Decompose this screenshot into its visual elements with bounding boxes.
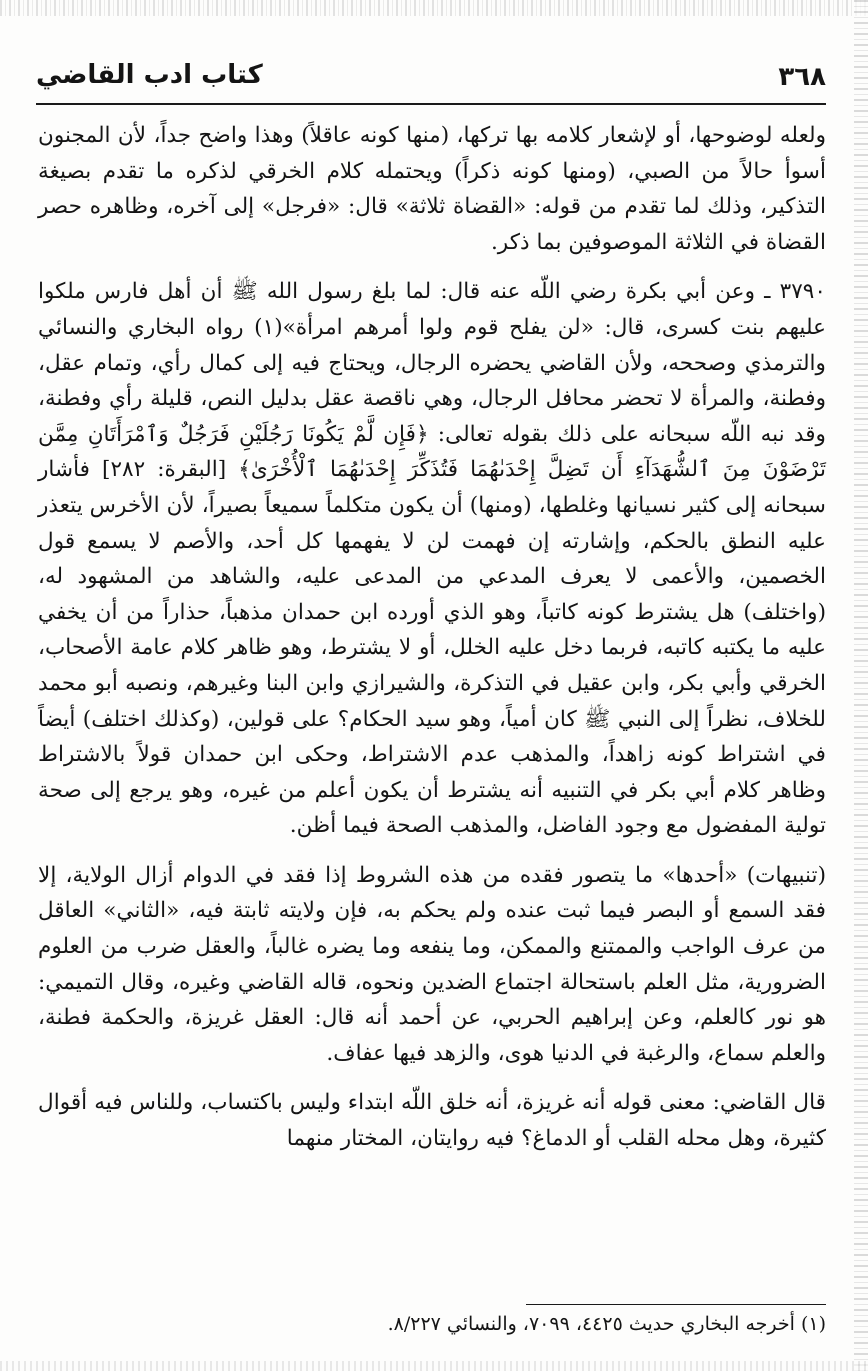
main-text <box>38 118 826 1188</box>
paragraph-1: ولعله لوضوحها، أو لإشعار كلامه بها تركها، (منها كونه عاقلاً) وهذا واضح جداً، لأن المجنون أسوأ حالاً من الصبي، (ومنها كونه ذكراً) ويحتمله كلام الخرقي لذكره ما تقدم بصيغة التذكير، وذلك لما تقدم من قوله: «القضاة ثلاثة» قال: «فرجل» إلى آخره، وظاهره حصر القضاة في الثلاثة الموصوفين بما ذكر. <box>38 123 826 255</box>
paragraph-4: قال القاضي: معنى قوله أنه غريزة، أنه خلق اللّه ابتداء وليس باكتساب، وللناس فيه أقوال كثيرة، وهل محله القلب أو الدماغ؟ فيه روايتان، المختار منهما <box>38 1090 826 1152</box>
book-title: كتاب ادب القاضي <box>36 60 263 90</box>
paragraph-3: (تنبيهات) «أحدها» ما يتصور فقده من هذه الشروط إذا فقد في الدوام أزال الولاية، إلا فقد السمع أو البصر فيما ثبت عنده ولم يحكم به، فإن ولايته ثابتة فيه، «الثاني» العاقل من عرف الواجب والممتنع والممكن، وما ينفعه وما يضره غالباً، والعقل ضرب من العلوم الضرورية، مثل العلم باستحالة اجتماع الضدين ونحوه، قاله القاضي وغيره، وقال التميمي: هو نور كالعلم، وعن إبراهيم الحربي، عن أحمد أنه قال: العقل غريزة، والحكمة فطنة، والعلم سماع، والرغبة في الدنيا هوى، والزهد فيها عفاف. <box>38 862 826 1066</box>
page-header <box>36 58 826 98</box>
paragraph-2: ٣٧٩٠ ـ وعن أبي بكرة رضي اللّه عنه قال: لما بلغ رسول الله ﷺ أن أهل فارس ملكوا عليهم بنت كسرى، قال: «لن يفلح قوم ولوا أمرهم امرأة»(١) رواه البخاري والنسائي والترمذي وصححه، ولأن القاضي يحضره الرجال، ويحتاج فيه إلى كمال رأي، وتمام عقل، وفطنة، والمرأة لا تحضر محافل الرجال، وهي ناقصة عقل بدليل النص، قليلة رأي وفطنة، وقد نبه اللّه سبحانه على ذلك بقوله تعالى: ﴿فَإِن لَّمْ يَكُونَا رَجُلَيْنِ فَرَجُلٌ وَٱمْرَأَتَانِ مِمَّن تَرْضَوْنَ مِنَ ٱلشُّهَدَآءِ أَن تَضِلَّ إِحْدَىٰهُمَا فَتُذَكِّرَ إِحْدَىٰهُمَا ٱلْأُخْرَىٰ﴾ [البقرة: ٢٨٢] فأشار سبحانه إلى كثير نسيانها وغلطها، (ومنها) أن يكون متكلماً سميعاً بصيراً، لأن الأخرس يتعذر عليه النطق بالحكم، وإشارته إن فهمت لن لا يفهمها كل أحد، والأصم لا يسمع قول الخصمين، والأعمى لا يعرف المدعي من المدعى عليه، والشاهد من المشهود له، (واختلف) هل يشترط كونه كاتباً، وهو الذي أورده ابن حمدان مذهباً، حذاراً من أن يخفي عليه ما يكتبه كاتبه، فربما دخل عليه الخلل، أو لا يشترط، وهو ظاهر كلام عامة الأصحاب، الخرقي وأبي بكر، وابن عقيل في التذكرة، والشيرازي وابن البنا وغيرهم، ونصبه أبو محمد للخلاف، نظراً إلى النبي ﷺ كان أمياً، وهو سيد الحكام؟ على قولين، (وكذلك اختلف) أيضاً في اشتراط كونه زاهداً، والمذهب عدم الاشتراط، وحكى ابن حمدان قولاً بالاشتراط وظاهر كلام أبي بكر في التنبيه أنه يشترط أن يكون أعلم من غيره، وهو يرجع إلى صحة تولية المفضول مع وجود الفاضل، والمذهب الصحة فيما أظن. <box>38 279 826 839</box>
scan-edge-bottom <box>0 1361 868 1371</box>
header-divider <box>36 103 826 105</box>
scan-edge-top <box>0 0 868 16</box>
footnote: (١) أخرجه البخاري حديث ٤٤٢٥، ٧٠٩٩، والنسائي ٨/٢٢٧. <box>387 1313 826 1335</box>
scan-edge-right <box>854 0 868 1371</box>
page-number: ٣٦٨ <box>778 62 826 92</box>
footnote-divider <box>526 1304 826 1305</box>
